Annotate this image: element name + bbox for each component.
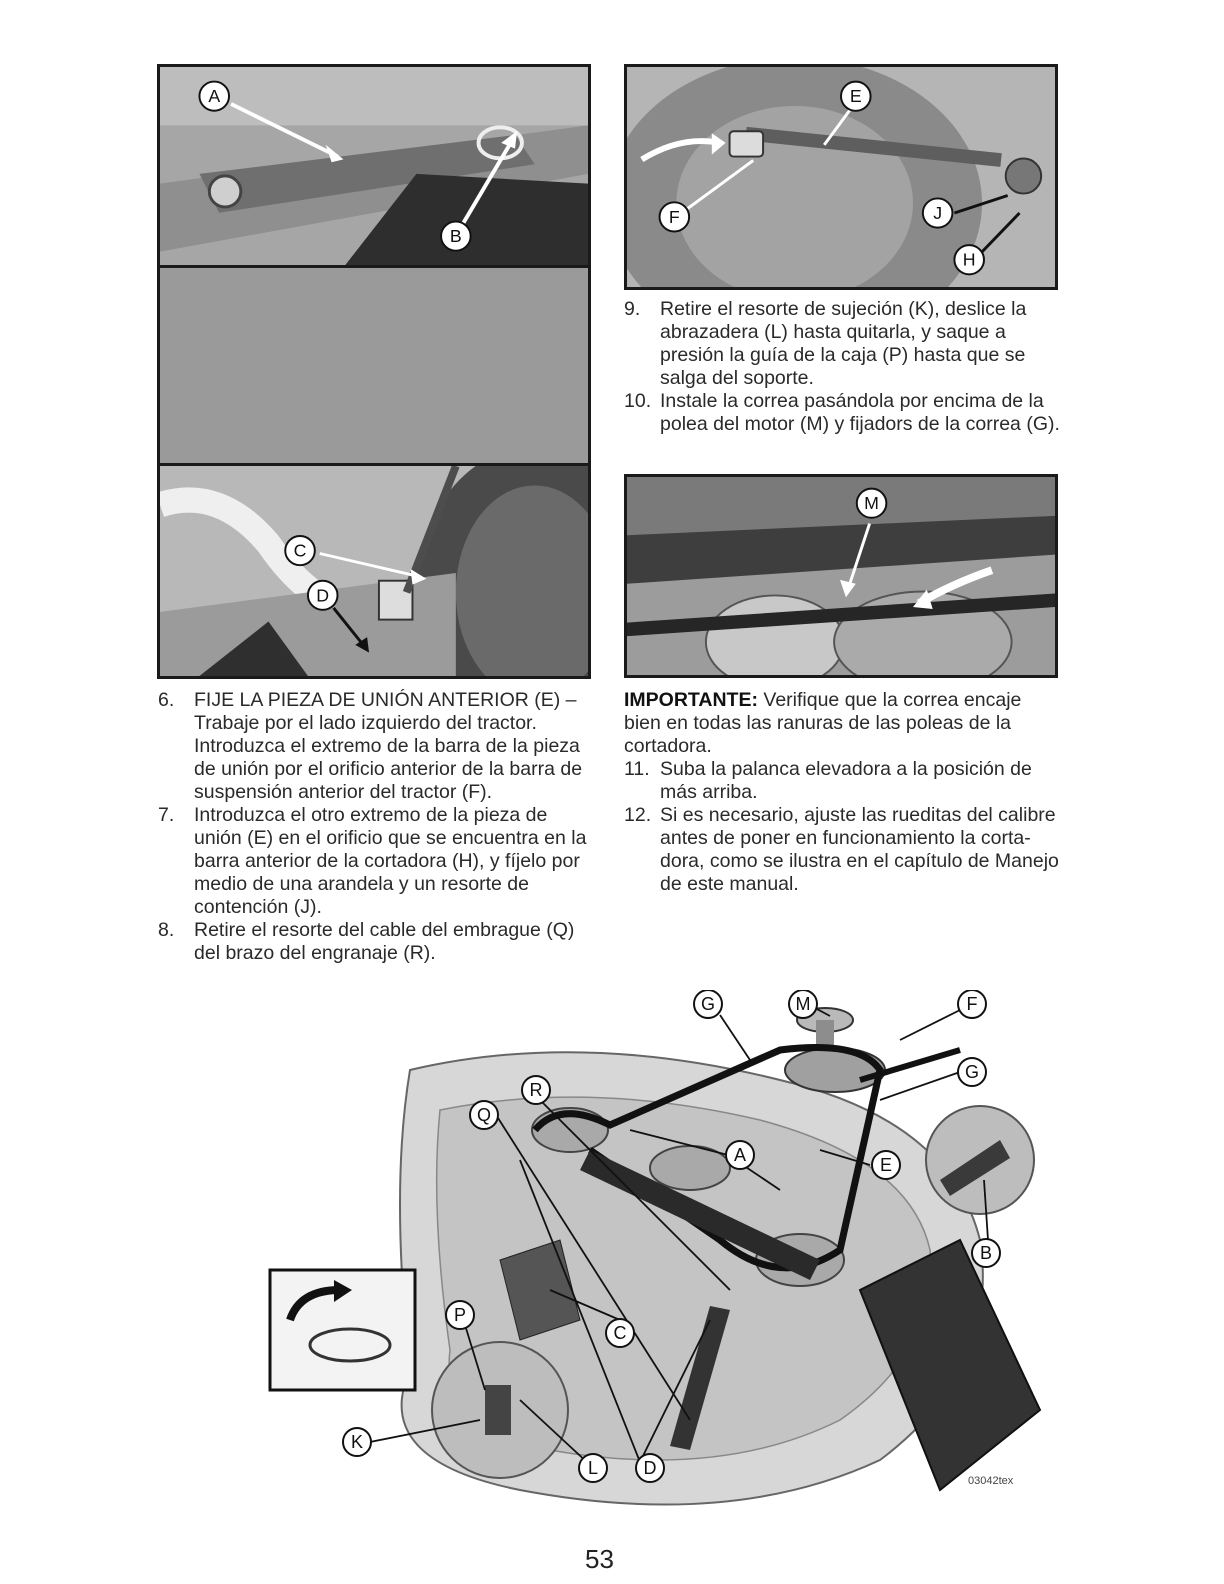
- callout-m: [857, 489, 887, 518]
- svg-text:L: L: [587, 1458, 599, 1478]
- svg-text:P: P: [453, 1305, 467, 1325]
- callout-q: [470, 1101, 498, 1129]
- callout-c: [285, 536, 315, 565]
- step-text: Suba la palanca elevadora a la posición de más arriba.: [660, 758, 1032, 803]
- step-item: 8. Retire el resorte del cable del embrague (Q) del brazo del engranaje (R).: [158, 919, 575, 964]
- callout-b-diagram: [972, 1239, 1000, 1267]
- callout-r: [522, 1076, 550, 1104]
- svg-text:M: M: [795, 994, 811, 1014]
- svg-text:C: C: [613, 1323, 627, 1343]
- svg-text:D: D: [643, 1458, 657, 1478]
- figure-engine-pulley-photo: [624, 474, 1058, 678]
- callout-e-diagram: [872, 1151, 900, 1179]
- callout-d: [308, 581, 338, 610]
- instructions-steps-9-10: [624, 298, 1060, 436]
- svg-text:J: J: [933, 203, 943, 223]
- callout-g-right: [958, 1058, 986, 1086]
- step-text: FIJE LA PIEZA DE UNIÓN ANTERIOR (E) – Trabaje por el lado izquierdo del tractor. Introduzca el extremo de la barra de la pieza de unión por el orificio anterior de la barra de suspensión anterior del tractor (F).: [194, 689, 583, 803]
- svg-text:B: B: [449, 226, 462, 247]
- svg-text:H: H: [962, 249, 976, 270]
- step-item: 12. Si es necesario, ajuste las rueditas del calibre antes de poner en funcionamiento la corta-dora, como se ilustra en el capítulo de Manejo de este manual.: [624, 804, 1059, 895]
- figure-front-linkage-photo: [624, 64, 1058, 290]
- callout-f-diagram: [958, 990, 986, 1018]
- callout-a-diagram: [726, 1141, 754, 1169]
- step-text: Introduzca el otro extremo de la pieza de unión (E) en el orificio que se encuentra en la barra anterior de la cortadora (H), y fíjelo por medio de una arandela y un resorte de contención (J).: [194, 804, 587, 918]
- figure-rear-linkage-photo: [157, 64, 591, 278]
- step-item: 6. FIJE LA PIEZA DE UNIÓN ANTERIOR (E) – Trabaje por el lado izquierdo del tractor. Introduzca el extremo de la barra de la pieza de unión por el orificio anterior de la barra de suspensión anterior del tractor (F).: [158, 689, 583, 803]
- callout-d-diagram: [636, 1454, 664, 1482]
- step-item: 11. Suba la palanca elevadora a la posición de más arriba.: [624, 758, 1032, 803]
- svg-text:C: C: [293, 540, 307, 561]
- svg-text:G: G: [700, 994, 716, 1014]
- callout-f: [660, 202, 690, 231]
- svg-text:G: G: [964, 1062, 980, 1082]
- important-note: [624, 689, 1060, 758]
- svg-text:E: E: [879, 1155, 893, 1175]
- callout-h: [954, 245, 984, 274]
- svg-text:D: D: [316, 585, 330, 606]
- callout-a: [199, 82, 229, 111]
- callout-l: [579, 1454, 607, 1482]
- svg-text:E: E: [849, 86, 862, 107]
- svg-text:M: M: [864, 493, 879, 514]
- callout-g-top: [694, 990, 722, 1018]
- figure-code: 03042tex: [968, 1475, 1014, 1487]
- callout-m-diagram: [789, 990, 817, 1018]
- svg-text:A: A: [208, 86, 221, 107]
- step-item: 10. Instale la correa pasándola por encima de la polea del motor (M) y fijadors de la correa (G).: [624, 390, 1060, 435]
- svg-text:F: F: [668, 206, 680, 227]
- figure-rear-drive: [157, 463, 591, 679]
- callout-b: [441, 222, 471, 251]
- callout-e: [841, 82, 871, 111]
- svg-text:K: K: [350, 1432, 364, 1452]
- callout-c-diagram: [606, 1319, 634, 1347]
- callout-p: [446, 1301, 474, 1329]
- important-label: IMPORTANTE:: [624, 689, 758, 711]
- step-text: Instale la correa pasándola por encima de la polea del motor (M) y fijadors de la correa (G).: [660, 390, 1060, 435]
- page-number: 53: [585, 1544, 614, 1574]
- step-item: 7. Introduzca el otro extremo de la pieza de unión (E) en el orificio que se encuentra en la barra anterior de la cortadora (H), y fíjelo por medio de una arandela y un resorte de contención (J).: [158, 804, 587, 918]
- instructions-steps-6-8: [158, 689, 590, 965]
- svg-text:F: F: [966, 994, 978, 1014]
- step-text: Si es necesario, ajuste las rueditas del calibre antes de poner en funcionamiento la corta-dora, como se ilustra en el capítulo de Manejo de este manual.: [660, 804, 1059, 895]
- important-text: Verifique que la correa encaje bien en todas las ranuras de las poleas de la cortadora.: [624, 689, 1022, 757]
- callout-j: [923, 198, 953, 227]
- svg-text:Q: Q: [476, 1105, 492, 1125]
- svg-text:A: A: [733, 1145, 747, 1165]
- svg-text:R: R: [529, 1080, 543, 1100]
- step-item: 9. Retire el resorte de sujeción (K), deslice la abrazadera (L) hasta quitarla, y saque a presión la guía de la caja (P) hasta que se salga del soporte.: [624, 298, 1027, 389]
- mower-deck-diagram: [260, 990, 1060, 1520]
- callout-k: [343, 1428, 371, 1456]
- step-text: Retire el resorte de sujeción (K), deslice la abrazadera (L) hasta quitarla, y saque a presión la guía de la caja (P) hasta que se salga del soporte.: [660, 298, 1027, 389]
- instructions-important-11-12: [624, 689, 1060, 896]
- svg-text:B: B: [979, 1243, 993, 1263]
- step-text: Retire el resorte del cable del embrague (Q) del brazo del engranaje (R).: [194, 919, 575, 964]
